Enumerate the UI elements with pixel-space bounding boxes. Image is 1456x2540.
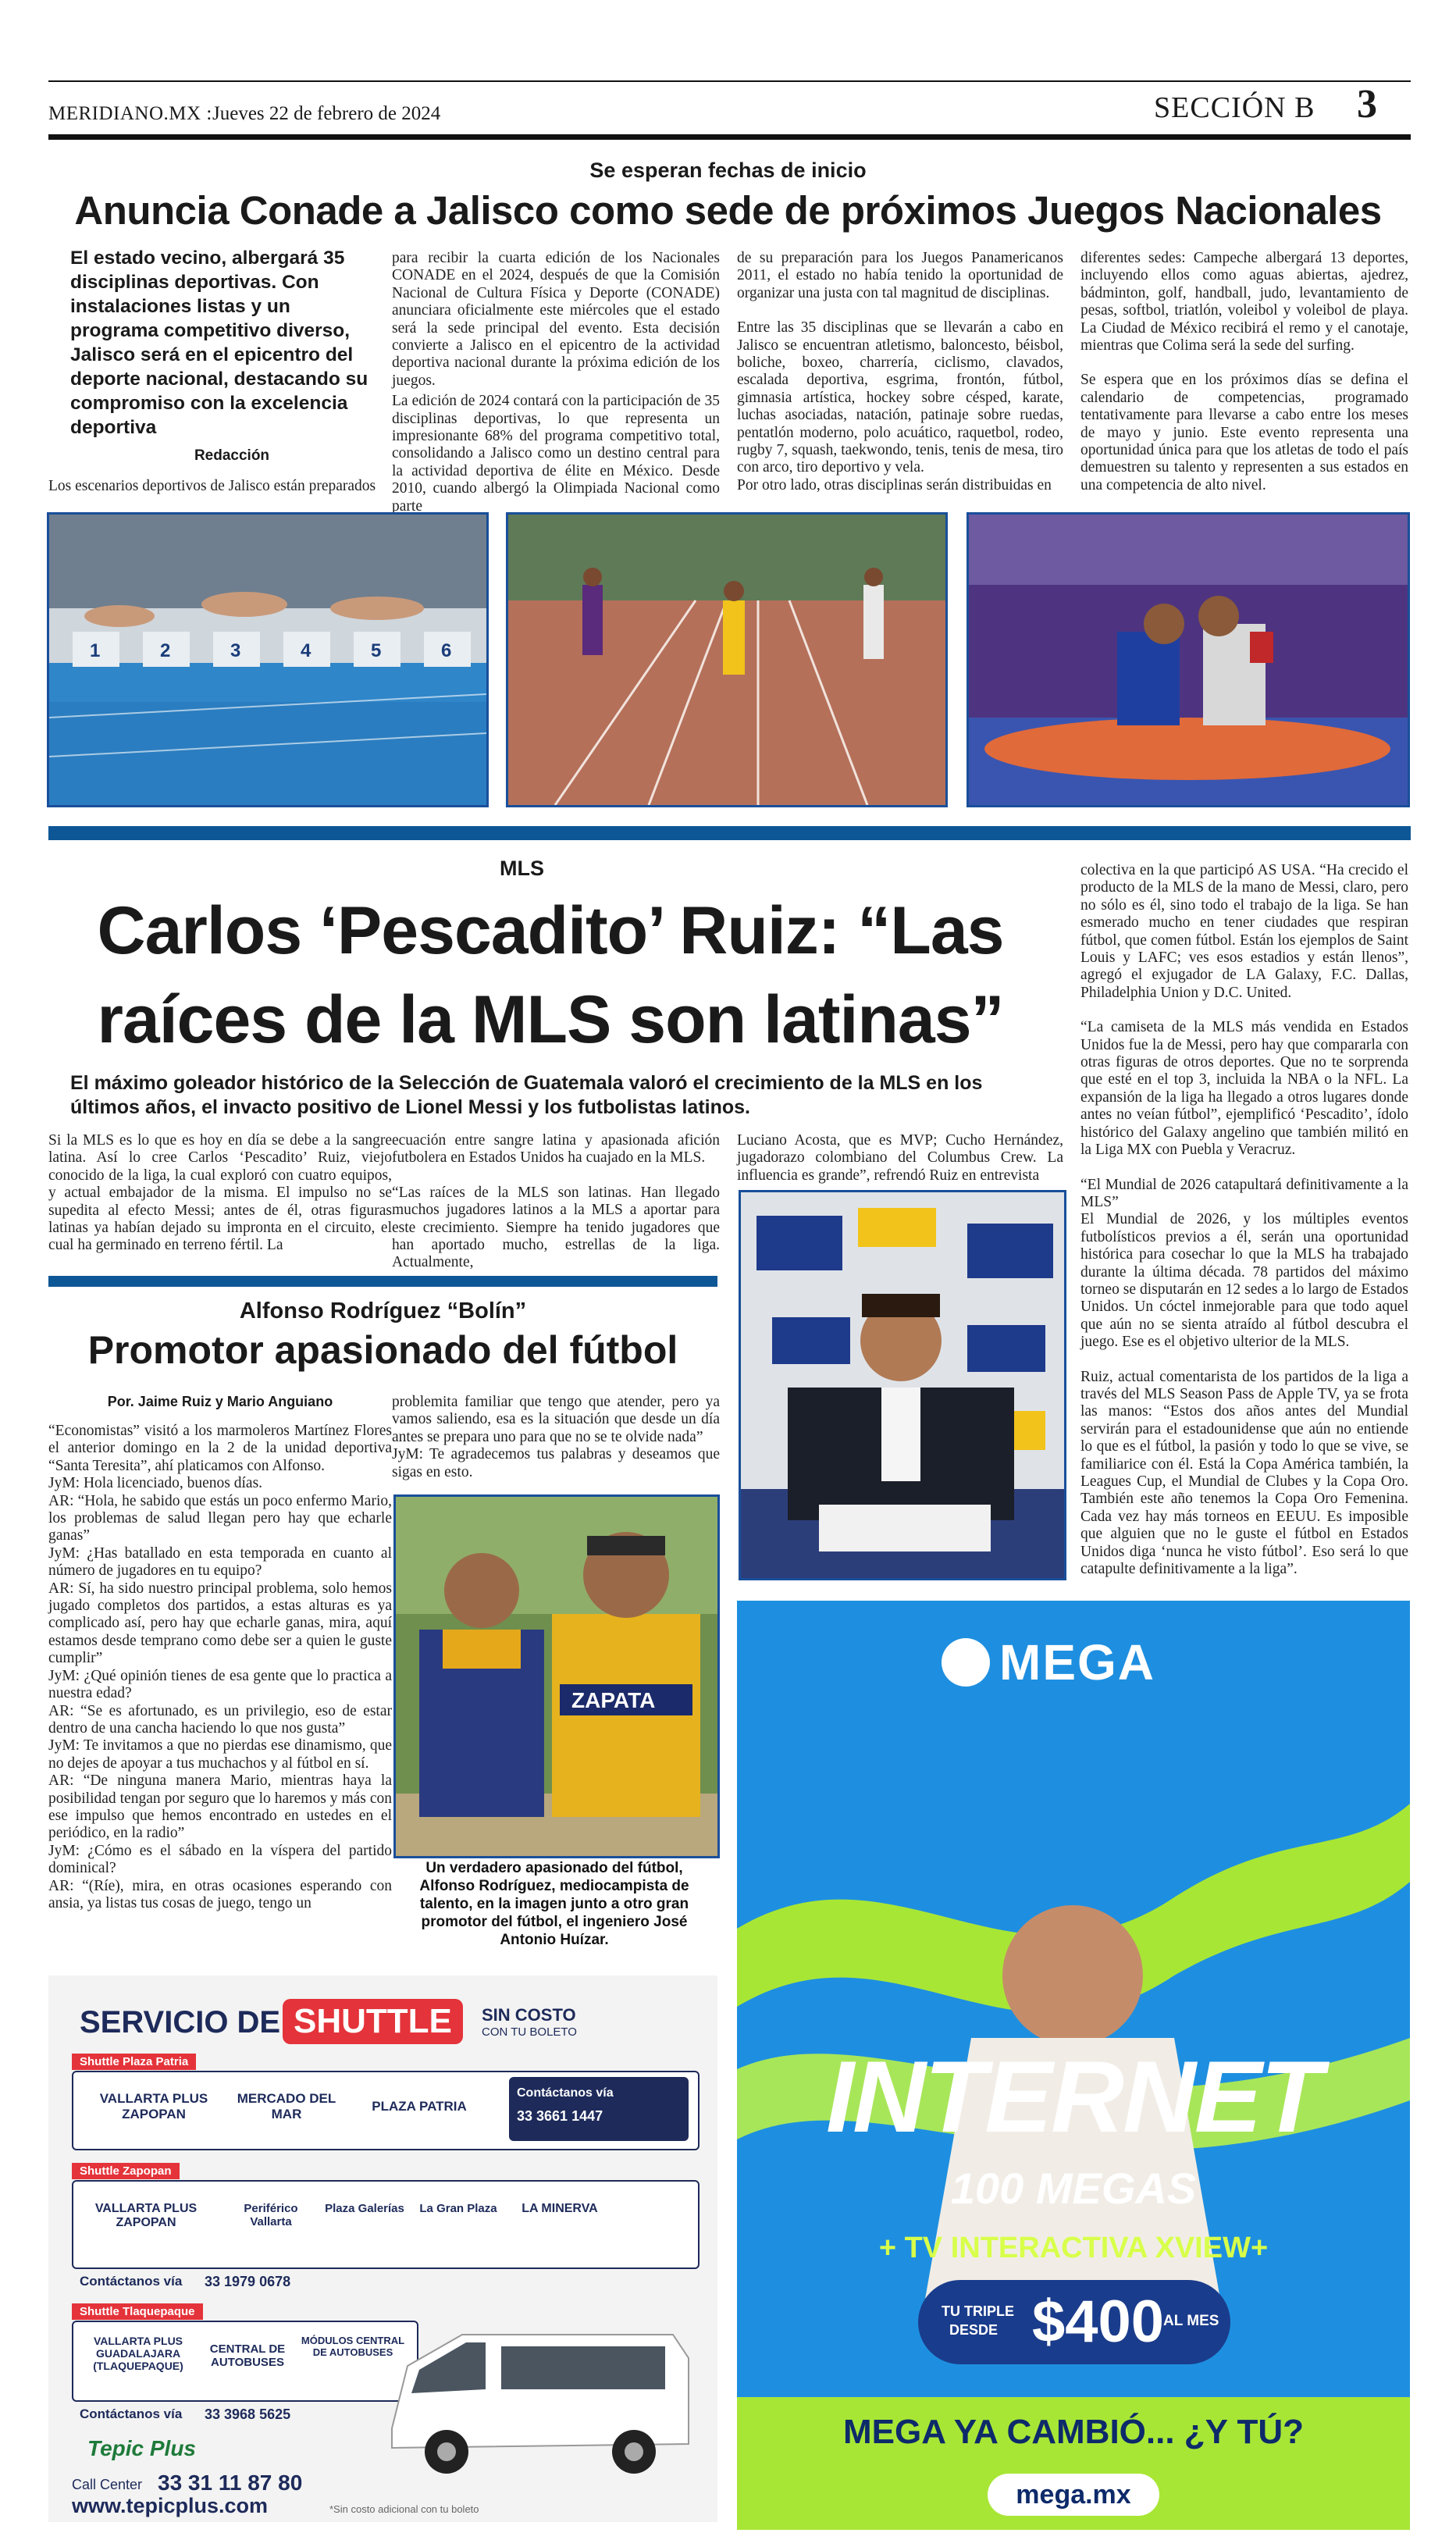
mega-brand: MEGA <box>999 1634 1155 1690</box>
photo-bolin <box>393 1494 720 1858</box>
route2-stop-4: La Gran Plaza <box>419 2202 497 2215</box>
svg-text:3: 3 <box>230 640 241 661</box>
route3-phone[interactable]: 33 3968 5625 <box>205 2406 291 2422</box>
article1-col4 <box>1080 250 1408 511</box>
article2-headline-line2: raíces de la MLS son latinas” <box>97 982 1004 1057</box>
route1-contact-label: Contáctanos vía <box>517 2086 614 2100</box>
mega-tv: + TV INTERACTIVA XVIEW+ <box>878 2232 1269 2264</box>
route3-contact-label: Contáctanos vía <box>80 2406 183 2421</box>
article2-col4-p2: “La camiseta de la MLS más vendida en Estados Unidos fue la de Messi, pero hay que compararla con otras figuras de otros deportes. Que no te sorprenda que esté en el top 3, incluida la NBA o la NFL. La expansión de la liga ha llegado a otros lugares donde antes no veían fútbol”, ejemplificó ‘Pescadito’, ídolo histórico del Galaxy angelino que también militó en la Liga MX con Puebla y Veracruz. <box>1080 1019 1408 1159</box>
section-divider-bar <box>48 826 1411 840</box>
article1-col2-p1: para recibir la cuarta edición de los Nacionales CONADE en el 2024, después de que la Comisión Nacional de Cultura Física y Deporte (CONADE) anunciara oficialmente este miércoles que el estado será la sede principal del evento. Esta decisión convierte a Jalisco en el epicentro de la actividad deportiva nacional durante la próxima edición de los juegos. <box>392 250 720 389</box>
article3-headline: Promotor apasionado del fútbol <box>87 1328 678 1372</box>
masthead-rule-top <box>48 80 1411 82</box>
route2-stop-2: Periférico Vallarta <box>244 2202 298 2228</box>
photo-athletics <box>506 512 948 807</box>
masthead-date: Jueves 22 de febrero de 2024 <box>212 103 441 124</box>
photo-swimming <box>47 512 489 807</box>
route2-stop-1: VALLARTA PLUS ZAPOPAN <box>94 2202 198 2229</box>
mega-price-pre1: TU TRIPLE <box>942 2303 1014 2319</box>
article1-col2-p2: La edición de 2024 contará con la participación de 35 disciplinas deportivas, lo que representa un impresionante 68% del programa competitivo total, consolidando a Jalisco como un destino central para la actividad deportiva de élite en México. Desde 2010, cuando albergó la Olimpiada Nacional como parte <box>392 393 720 515</box>
route2-stop-5: LA MINERVA <box>522 2202 598 2215</box>
page-number: 3 <box>1357 82 1377 126</box>
article1-col3-p1: de su preparación para los Juegos Panamericanos 2011, el estado no había tenido la oportunidad de organizar una justa con tal magnitud de disciplinas. <box>737 250 1063 301</box>
article2-kicker: MLS <box>500 857 544 880</box>
route2-label: Shuttle Zapopan <box>72 2163 180 2179</box>
article1-col3 <box>737 250 1063 511</box>
route3-stop-1: VALLARTA PLUS GUADALAJARA (TLAQUEPAQUE) <box>93 2335 183 2372</box>
article2-col2-p1: ecuación entre sangre latina y apasionada afición futbolera en Estados Unidos ha cuajado en la MLS. <box>392 1132 720 1167</box>
callcenter-label: Call Center <box>72 2477 143 2492</box>
article2-col2 <box>392 1132 720 1289</box>
article2-col2-p2: “Las raíces de la MLS son latinas. Han llegado muchos jugadores latinos a la MLS a aportar para este crecimiento. Siempre ha tenido jugadores que han aportado mucho, estrellas de la liga. Actualmente, <box>392 1184 720 1271</box>
article3-kicker: Alfonso Rodríguez “Bolín” <box>239 1298 527 1323</box>
mega-slogan: MEGA YA CAMBIÓ... ¿Y TÚ? <box>843 2413 1304 2451</box>
route2-phone[interactable]: 33 1979 0678 <box>205 2274 291 2289</box>
article2-deck: El máximo goleador histórico de la Selección de Guatemala valoró el crecimiento de la MLS en los últimos años, el invacto positivo de Lionel Messi y los futbolistas latinos. <box>70 1072 983 1118</box>
mega-internet: INTERNET <box>826 2039 1321 2153</box>
mega-price-post: AL MES <box>1163 2313 1219 2329</box>
section-label: SECCIÓN B <box>1154 91 1315 124</box>
route3-label: Shuttle Tlaquepaque <box>72 2303 203 2320</box>
article1-col4-p2: Se espera que en los próximos días se defina el calendario de competencias, programado tentativamente para llevarse a cabo entre los meses de mayo y junio. Este evento representa una oportunidad única para que los atletas de todo el país demuestren su talento y representen a sus estados en una competencia de alto nivel. <box>1080 372 1408 493</box>
article2-col4-p1: colectiva en la que participó AS USA. “Ha crecido el producto de la MLS de la mano de Messi, claro, pero no sólo es él, sino todo el trabajo de la liga. Se han esmerado mucho en tener ciudades que respiran fútbol, que comen fútbol. Están los ejemplos de Saint Louis y LAFC; ves esos estadios y están llenos”, agregó el exjugador de LA Galaxy, F.C. Dallas, Philadelphia Union y D.C. United. <box>1080 862 1408 1001</box>
van-illustration <box>376 2311 704 2483</box>
article3-top-bar <box>48 1276 717 1287</box>
article1-col2 <box>392 250 720 533</box>
shuttle-title-4: CON TU BOLETO <box>482 2025 577 2039</box>
callcenter-phone[interactable]: 33 31 11 87 80 <box>158 2471 303 2495</box>
wrestling-illustration <box>969 515 1408 805</box>
photo-wrestling <box>967 512 1410 807</box>
article2-col4 <box>1080 862 1408 1595</box>
article2-col1: Si la MLS es lo que es hoy en día se debe a la sangre latina. Así lo cree Carlos ‘Pescadito’ Ruiz, viejo conocido de la liga, la cual exploró con cuatro equipos, y actual embajador de la misma. El impulso no se supedita al efecto Messi; antes de él, otras figuras latinas ya habían dejado su impronta en el circuito, el cual ha germinado en terreno fértil. La <box>48 1132 392 1254</box>
route1-stop-3: PLAZA PATRIA <box>372 2099 467 2114</box>
shuttle-logo: Tepic Plus <box>87 2436 197 2460</box>
route2-contact-label: Contáctanos vía <box>80 2274 183 2289</box>
athletics-illustration <box>508 515 945 805</box>
svg-text:6: 6 <box>441 640 452 661</box>
article2-headline-line1: Carlos ‘Pescadito’ Ruiz: “Las <box>97 893 1004 968</box>
mega-speed: 100 MEGAS <box>950 2164 1197 2213</box>
route1-label: Shuttle Plaza Patria <box>72 2054 196 2070</box>
bolin-illustration <box>396 1497 717 1856</box>
route3-stop-3: MÓDULOS CENTRAL DE AUTOBUSES <box>301 2335 405 2358</box>
mega-url[interactable]: mega.mx <box>988 2474 1159 2516</box>
article1-kicker: Se esperan fechas de inicio <box>589 159 867 182</box>
svg-text:4: 4 <box>301 640 311 661</box>
photo-ruiz <box>739 1190 1066 1580</box>
mega-price: $400 <box>1032 2289 1165 2355</box>
article2-col4-p3: “El Mundial de 2026 catapultará definitivamente a la MLS” <box>1080 1176 1408 1210</box>
ad-mega[interactable] <box>737 1601 1410 2530</box>
shuttle-website[interactable]: www.tepicplus.com <box>72 2494 269 2517</box>
shuttle-footnote: *Sin costo adicional con tu boleto <box>329 2503 479 2515</box>
mega-price-pre2: DESDE <box>949 2322 999 2338</box>
article3-col1: “Economistas” visitó a los marmoleros Martínez Flores el anterior domingo en la 2 de la unidad deportiva “Santa Teresita”, ahí platicamos con Alfonso. JyM: Hola licenciado, buenos días. AR: “Hola, he sabido que estás un poco enfermo Mario, los problemas de salud llegan pero hay que echarle ganas” JyM: ¿Has batallado en esta temporada en cuanto al número de jugadores en tu equipo? AR: Sí, ha sido nuestro principal problema, solo hemos jugado completos dos partidos, a estas alturas es ya complicado así, pero hay que echarle ganas, mira, aquí estamos desde temprano como debe ser a quien le guste cumplir” JyM: ¿Qué opinión tienes de esa gente que lo practica a nuestra edad? AR: “Se es afortunado, es un privilegio, eso de estar dentro de una cancha haciendo lo que nos gusta” JyM: Te invitamos a que no pierdas ese dinamismo, que no dejes de apoyar a tus muchachos y al fútbol en sí. AR: “De ninguna manera Mario, mientras haya la posibilidad tengan por seguro que lo haremos y más con ese impulso que hemos encontrado en ustedes en el periódico, en la radio” JyM: ¿Cómo es el sábado en la víspera del partido dominical? AR: “(Ríe), mira, en otras ocasiones esperando con ansia, ya listas tus cosas de juego, tengo un <box>48 1423 392 1911</box>
article1-col4-p1: diferentes sedes: Campeche albergará 13 deportes, incluyendo ellos como aguas abiertas, ajedrez, bádminton, golf, handball, judo, levantamiento de pesas, softbol, triatlón, voleibol y voleibol de playa. La Ciudad de México recibirá el remo y el canotaje, mientras que Colima será la sede del surfing. <box>1080 250 1408 354</box>
route1-stop-2: MERCADO DEL MAR <box>237 2091 336 2121</box>
masthead-site: MERIDIANO.MX : <box>48 103 212 124</box>
route1-stop-1: VALLARTA PLUS ZAPOPAN <box>99 2091 208 2121</box>
mega-logo-icon <box>942 1638 990 1687</box>
svg-text:1: 1 <box>90 640 101 661</box>
swimming-illustration <box>49 515 486 805</box>
svg-text:5: 5 <box>371 640 382 661</box>
article1-col3-p3: Por otro lado, otras disciplinas serán distribuidas en <box>737 476 1052 493</box>
article1-deck: El estado vecino, albergará 35 disciplinas deportivas. Con instalaciones listas y un programa competitivo diverso, Jalisco será en el epicentro del deporte nacional, destacando su compromiso con la excelencia deportiva <box>70 248 368 438</box>
ruiz-illustration <box>741 1192 1064 1578</box>
article3-byline: Por. Jaime Ruiz y Mario Anguiano <box>107 1394 333 1409</box>
shuttle-title-2: SHUTTLE <box>283 1999 463 2044</box>
article2-col3: Luciano Acosta, que es MVP; Cucho Hernández, jugadorazo colombiano del Columbus Crew. La influencia es grande”, refrendó Ruiz en entrevista <box>737 1132 1063 1184</box>
shuttle-title-3: SIN COSTO <box>482 2005 576 2025</box>
svg-text:2: 2 <box>160 640 171 661</box>
article1-byline: Redacción <box>194 447 270 464</box>
route2-stop-3: Plaza Galerías <box>325 2202 404 2215</box>
article1-col1: Los escenarios deportivos de Jalisco están preparados <box>48 478 376 494</box>
article1-col3-p2: Entre las 35 disciplinas que se llevarán a cabo en Jalisco se encuentran atletismo, baloncesto, béisbol, boliche, boxeo, charrería, ciclismo, clavados, escalada deportiva, esgrima, frontón, fútbol, gimnasia artística, hockey sobre césped, karate, luchas asociadas, natación, patinaje sobre ruedas, pentatlón moderno, polo acuático, raquetbol, rodeo, rugby 7, squash, taekwondo, tenis, tenis de mesa, tiro con arco, tiro deportivo y vela. <box>737 319 1063 476</box>
article2-col4-p5: Ruiz, actual comentarista de los partidos de la liga a través del MLS Season Pass de Apple TV, ya se frota las manos: “Estos dos años antes del Mundial servirán para el estadounidense que aún no entiende lo que es el fútbol, la pasión y todo lo que se vive, se familiarice con él. Está la Copa América también, la Leagues Cup, el Mundial de Clubes y la Copa Oro. También este año tenemos la Copa Oro Femenina. Cada vez hay más torneos en EEUU. Es imposible que alguien que no le guste el fútbol en Estados Unidos diga ‘nunca he visto fútbol’. Eso será lo que catapulte definitivamente a la liga”. <box>1080 1368 1408 1578</box>
svg-text:ZAPATA: ZAPATA <box>571 1688 656 1712</box>
article2-col4-p4: El Mundial de 2026, y los múltiples eventos futbolísticos previos a él, serán una oportunidad histórica para cosechar lo que la MLS ha trabajado durante la última década. 78 partidos del máximo torneo se disputarán en 12 sedes a lo largo de Estados Unidos. Un cóctel inmejorable para que todo aquel que aún no se sienta atraído al fútbol descubra el juego. Ese es el objetivo ulterior de la MLS. <box>1080 1211 1408 1351</box>
route1-phone[interactable]: 33 3661 1447 <box>517 2108 603 2124</box>
ad-shuttle[interactable] <box>48 1975 717 2522</box>
masthead-rule-bottom <box>48 134 1411 140</box>
article3-col2: problemita familiar que tengo que atender, pero ya vamos saliendo, esa es la situación que desde un día antes se prepara uno para que no se te olvide nada” JyM: Te agradecemos tus palabras y deseamos que sigas en esto. <box>392 1394 720 1480</box>
photo-bolin-caption: Un verdadero apasionado del fútbol, Alfonso Rodríguez, mediocampista de talento, en la imagen junto a otro gran promotor del fútbol, el ingeniero José Antonio Huízar. <box>419 1860 689 1948</box>
article1-headline: Anuncia Conade a Jalisco como sede de próximos Juegos Nacionales <box>74 188 1382 233</box>
shuttle-title-1: SERVICIO DE <box>80 2005 281 2039</box>
route3-stop-2: CENTRAL DE AUTOBUSES <box>209 2342 286 2369</box>
